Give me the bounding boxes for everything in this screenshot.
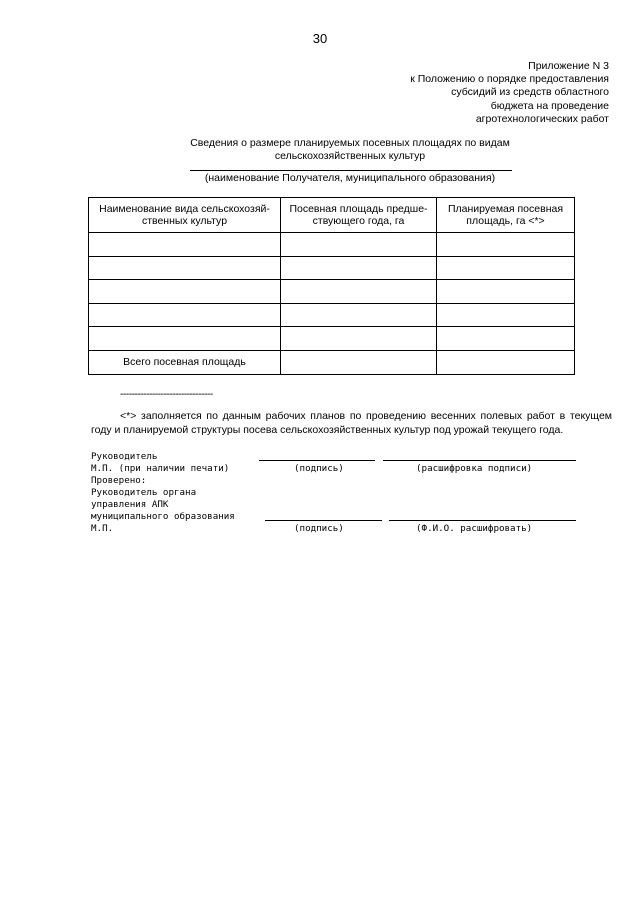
footnote: <*> заполняется по данным рабочих планов по проведению весенних полевых работ в текущем году и планируемой структуры посева сельскохозяйственных культур под урожай текущего года. xyxy=(91,410,612,436)
signature-line[interactable] xyxy=(265,520,382,521)
table-cell[interactable] xyxy=(281,280,437,304)
org-head-label: муниципального образования xyxy=(91,511,235,522)
table-cell[interactable] xyxy=(89,256,281,280)
header-text: площадь, га <*> xyxy=(466,215,545,227)
table-row xyxy=(89,233,575,257)
signature-caption: (подпись) xyxy=(294,463,344,474)
stamp-label: М.П. (при наличии печати) xyxy=(91,463,230,474)
header-text: Наименование вида сельскохозяй- xyxy=(99,202,270,215)
table-cell[interactable] xyxy=(281,303,437,327)
appendix-line: Приложение N 3 xyxy=(528,60,609,72)
checked-label: Проверено: xyxy=(91,475,147,486)
column-header-crop-type xyxy=(89,198,281,233)
document-title xyxy=(150,137,550,162)
page-number: 30 xyxy=(312,31,328,46)
org-head-label: Руководитель органа xyxy=(91,487,197,498)
table-cell[interactable] xyxy=(89,303,281,327)
table-cell[interactable] xyxy=(437,233,575,257)
header-text: Планируемая посевная xyxy=(447,202,564,215)
name-caption: (Ф.И.О. расшифровать) xyxy=(416,523,533,534)
footnote-separator: -------------------------------- xyxy=(120,388,213,400)
table-cell[interactable] xyxy=(89,327,281,351)
appendix-line: бюджета на проведение xyxy=(490,99,609,112)
table-total-row xyxy=(89,350,575,374)
table-cell[interactable] xyxy=(281,256,437,280)
table-row xyxy=(89,256,575,280)
title-line-1: Сведения о размере планируемых посевных площадях по видам xyxy=(190,137,510,149)
total-label: Всего посевная площадь xyxy=(89,350,281,374)
header-text: ствующего года, га xyxy=(312,215,405,227)
appendix-line: к Положению о порядке предоставления xyxy=(410,73,609,86)
table-cell[interactable] xyxy=(281,327,437,351)
signature-line[interactable] xyxy=(259,460,375,461)
table-cell[interactable] xyxy=(89,233,281,257)
table-cell[interactable] xyxy=(437,280,575,304)
column-header-previous-area xyxy=(281,198,437,233)
table-row xyxy=(89,280,575,304)
decoding-caption: (расшифровка подписи) xyxy=(416,463,533,474)
title-line-2: сельскохозяйственных культур xyxy=(274,149,426,162)
appendix-line: агротехнологических работ xyxy=(475,112,609,125)
signature-caption: (подпись) xyxy=(294,523,344,534)
table-cell[interactable] xyxy=(437,303,575,327)
table-cell[interactable] xyxy=(281,350,437,374)
appendix-line: субсидий из средств областного xyxy=(451,86,609,99)
head-label: Руководитель xyxy=(91,451,158,462)
planting-area-table xyxy=(88,197,575,375)
table-cell[interactable] xyxy=(89,280,281,304)
table-cell[interactable] xyxy=(437,350,575,374)
table-cell[interactable] xyxy=(437,256,575,280)
table-cell[interactable] xyxy=(281,233,437,257)
table-header-row xyxy=(89,198,575,233)
table-row xyxy=(89,327,575,351)
stamp-label: М.П. xyxy=(91,523,114,534)
header-text: ственных культур xyxy=(141,215,228,227)
table-cell[interactable] xyxy=(437,327,575,351)
recipient-caption: (наименование Получателя, муниципального образования) xyxy=(204,172,496,184)
recipient-name-line[interactable] xyxy=(190,170,512,171)
table-row xyxy=(89,303,575,327)
name-line[interactable] xyxy=(389,520,576,521)
column-header-planned-area xyxy=(437,198,575,233)
org-head-label: управления АПК xyxy=(91,499,169,510)
header-text: Посевная площадь предше- xyxy=(289,202,428,215)
decoding-line[interactable] xyxy=(383,460,576,461)
appendix-header xyxy=(349,60,609,126)
